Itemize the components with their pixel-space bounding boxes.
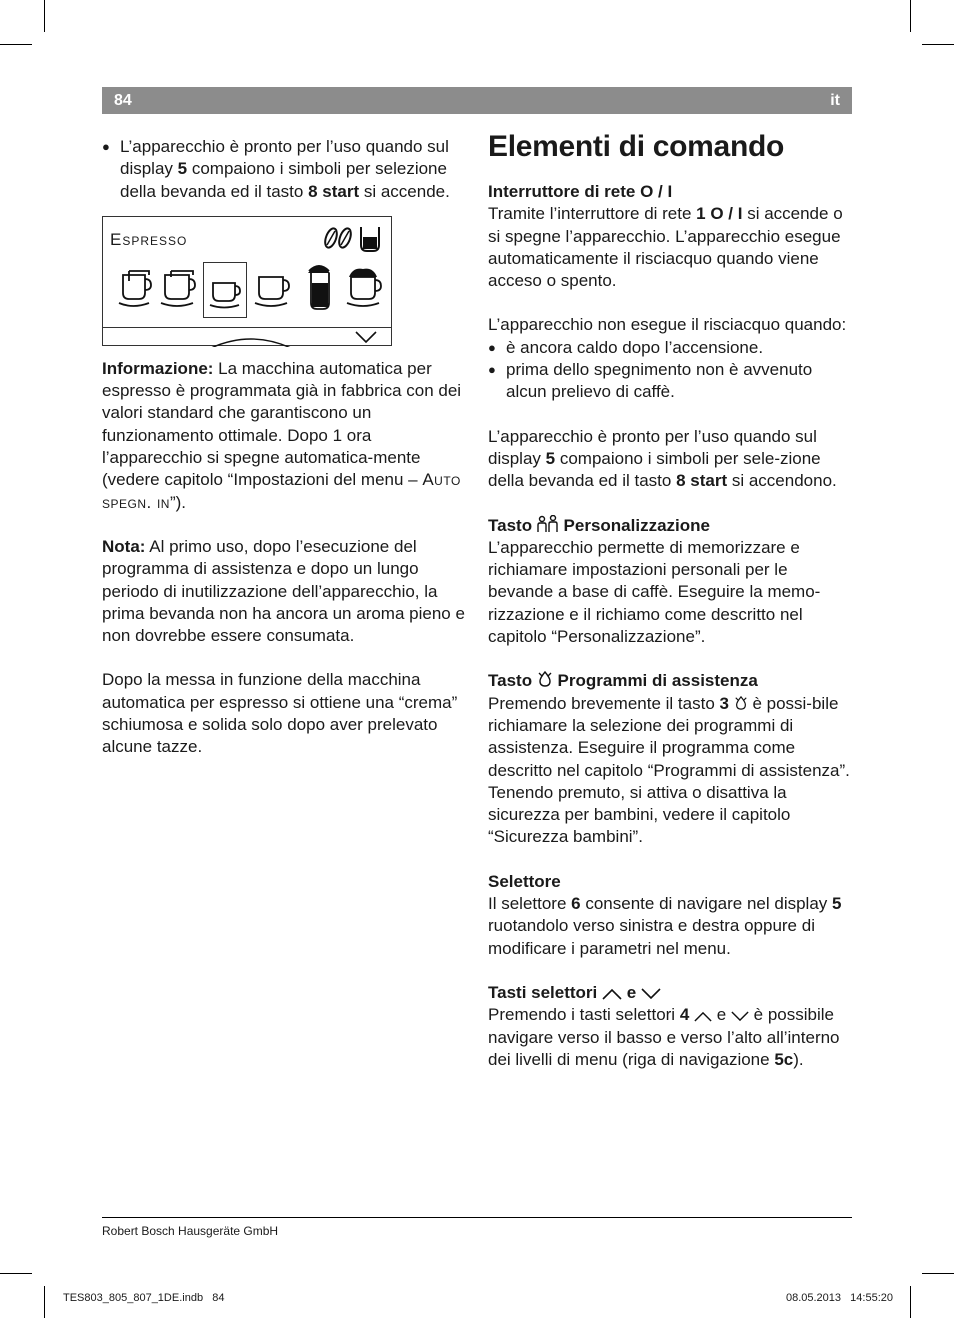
navigation-line — [103, 327, 391, 328]
double-coffee-cup-icon — [161, 271, 195, 306]
espresso-cup-icon — [210, 283, 240, 308]
intro-bullet: ● L’apparecchio è pronto per l’uso quando sul display 5 compaiono i simboli per selezione della bevanda ed il tasto 8 start si accende. — [102, 136, 468, 203]
child-lock-text: Tenendo premuto, si attiva o disattiva la sicurezza per bambini, vedere il capitolo “Sicurezza bambini”. — [488, 782, 791, 847]
chevron-down-icon — [731, 1011, 749, 1022]
crop-mark — [44, 1286, 45, 1318]
personalization-icon — [537, 515, 559, 533]
note-paragraph: Nota: Al primo uso, dopo l’esecuzione del programma di assistenza e dopo un lungo periodo di inutilizzazione dell’apparecchio, la prima bevanda non ha ancora un aroma pieno e non dovrebbe essere consumata. — [102, 536, 465, 646]
dial-notch-icon — [211, 336, 291, 348]
page-header — [102, 87, 852, 114]
chevron-up-icon — [602, 988, 622, 1000]
chevron-down-icon — [355, 331, 377, 343]
language-code: it — [830, 92, 840, 109]
crop-mark — [0, 1273, 32, 1274]
crema-paragraph: Dopo la messa in funzione della macchina automatica per espresso si ottiene una “crema” schiumosa e solida solo dopo aver prelevato alcune tazze. — [102, 670, 458, 757]
cappuccino-cup-icon — [347, 277, 381, 306]
footer-divider — [102, 1217, 852, 1218]
rinse-bullet: ● prima dello spegnimento non è avvenuto alcun prelievo di caffè. — [488, 359, 854, 404]
chevron-down-icon — [641, 988, 661, 1000]
service-heading: Tasto Programmi di assistenza — [488, 671, 758, 691]
crop-mark — [0, 44, 32, 45]
page-number: 84 — [114, 92, 132, 109]
company-name: Robert Bosch Hausgeräte GmbH — [102, 1224, 279, 1238]
display-illustration — [102, 216, 392, 346]
double-espresso-cup-icon — [119, 271, 151, 306]
right-column — [488, 127, 854, 1071]
info-paragraph: Informazione: La macchina automatica per espresso è programmata già in fabbrica con dei valori standard che garantiscono un funzionamento ottimale. Dopo 1 ora l’apparecchio si spegne automatica-mente (vedere capitolo “Impostazioni del menu – Auto spegn. in”). — [102, 358, 462, 512]
print-slug-date: 08.05.2013 14:55:20 — [785, 1292, 893, 1304]
crop-mark — [910, 1286, 911, 1318]
crop-mark — [44, 0, 45, 32]
crop-mark — [922, 44, 954, 45]
coffee-strength-icon — [321, 223, 383, 253]
selector-text: Il selettore 6 consente di navigare nel display 5 ruotandolo verso sinistra e destra oppure di modificare i parametri nel menu. — [488, 894, 842, 958]
keys-text: Premendo i tasti selettori 4 e è possibile navigare verso il basso e verso l’alto all’interno dei livelli di menu (riga di navigazione 5c). — [488, 1005, 840, 1069]
power-switch-text: Tramite l’interruttore di rete 1 O / I si accende o si spegne l’apparecchio. L’apparecchio esegue automaticamente il risciacquo quando viene acceso o spento. — [488, 204, 843, 291]
selector-heading: Selettore — [488, 871, 561, 891]
service-program-icon — [734, 695, 748, 711]
ready-text: L’apparecchio è pronto per l’uso quando sul display 5 compaiono i simboli per sele-zione della bevanda ed il tasto 8 start si accendono. — [488, 426, 837, 491]
section-title: Elementi di comando — [488, 130, 785, 163]
chevron-up-icon — [694, 1011, 712, 1022]
rinse-text: L’apparecchio non esegue il risciacquo quando: — [488, 315, 847, 335]
crop-mark — [922, 1273, 954, 1274]
personal-heading: Tasto Personalizzazione — [488, 515, 710, 535]
crop-mark — [910, 0, 911, 32]
coffee-cup-icon — [255, 277, 289, 306]
power-switch-heading: Interruttore di rete O / I — [488, 182, 673, 201]
service-program-icon — [537, 670, 553, 688]
personal-text: L’apparecchio permette di memorizzare e richiamare impostazioni personali per le bevande a base di caffè. Eseguire la memo-rizzazione e il richiamo come descritto nel capitolo “Personalizzazione”. — [488, 537, 821, 647]
drink-selection-icons — [113, 263, 383, 319]
keys-heading: Tasti selettori e — [488, 982, 854, 1004]
rinse-bullet: ● è ancora caldo dopo l’accensione. — [488, 337, 854, 359]
left-column — [102, 136, 468, 759]
print-slug-file: TES803_805_807_1DE.indb 84 — [63, 1292, 225, 1304]
service-text: Premendo brevemente il tasto 3 è possi-bile richiamare la selezione dei programmi di assistenza. Eseguire il programma come descritto nel capitolo “Programmi di assistenza”. — [488, 693, 850, 780]
display-title: Espresso — [110, 229, 188, 249]
